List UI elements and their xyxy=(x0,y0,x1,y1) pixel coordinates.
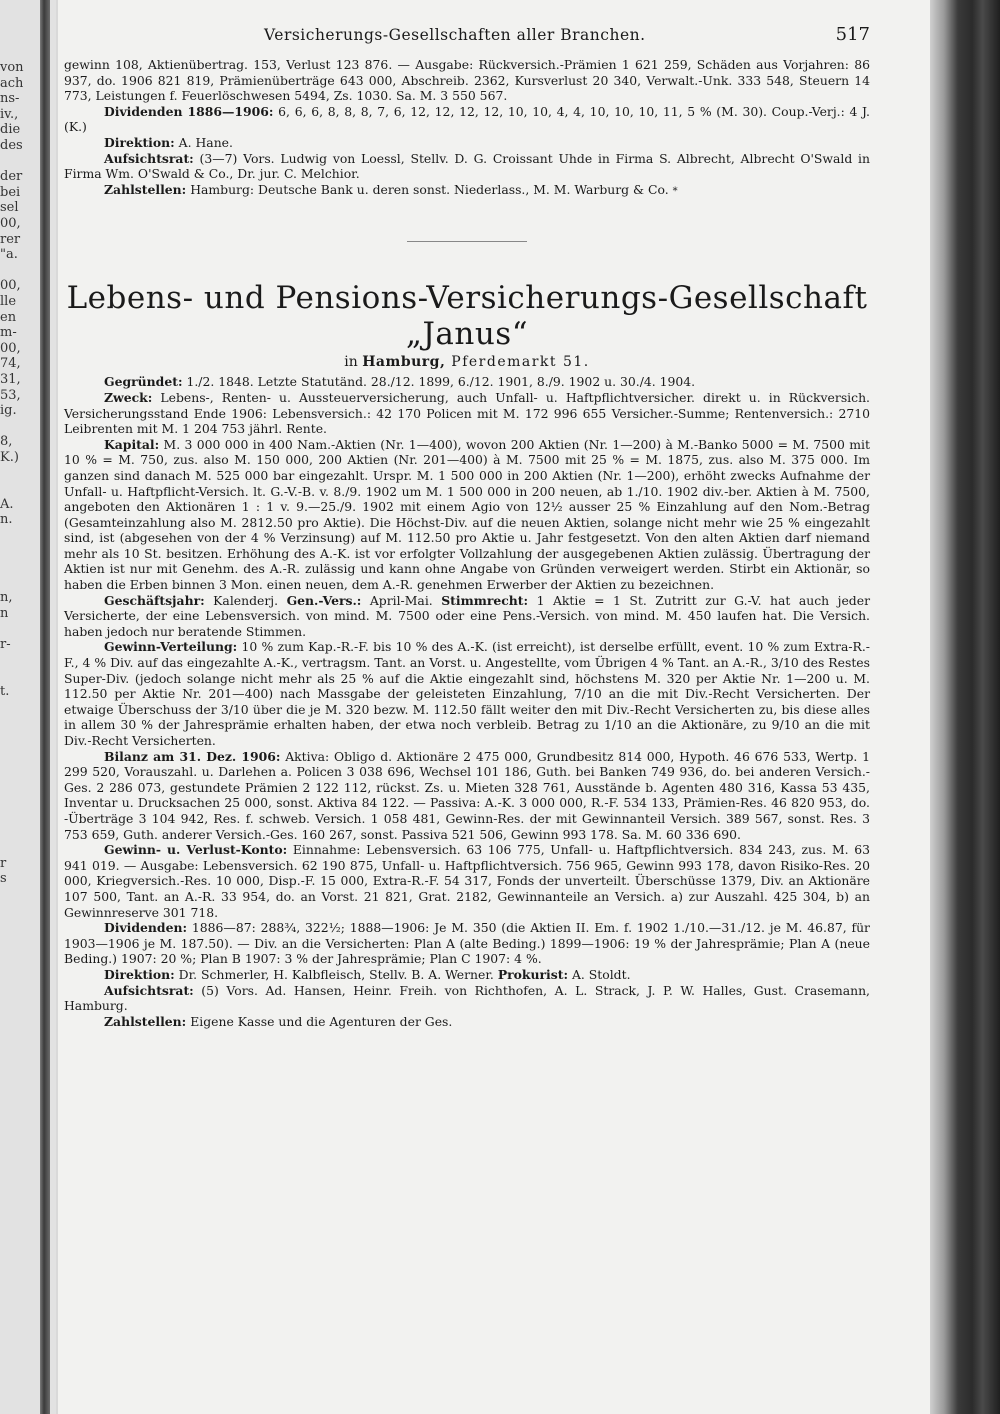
margin-fragment: lle xyxy=(0,294,17,309)
document-page xyxy=(58,0,930,1414)
general-meeting-label: Gen.-Vers.: xyxy=(286,592,362,608)
entry-supervisory-board xyxy=(64,983,870,1014)
entry-founded xyxy=(64,374,870,390)
company-entry xyxy=(64,374,870,1029)
entry-paying-agents xyxy=(64,1014,870,1030)
entry-purpose xyxy=(64,390,870,437)
paying-agents-text: Eigene Kasse und die Agenturen der Ges. xyxy=(186,1013,453,1029)
entry-profit-loss xyxy=(64,842,870,920)
profit-distribution-text: 10 % zum Kap.-R.-F. bis 10 % des A.-K. (ist erreicht), ist derselbe erfüllt, event. 10 % zum Extra-R.-F., 4 % Div. auf das eingezahlte A.-K., vertragsm. Tant. an Vorst. u. Angestellte, vom Übrigen 4 % Tant. an A.-R., 3/10 des Restes Super-Div. (jedoch solange nicht mehr als 25 % auf die Aktie eingezahlt sind, höchstens M. 320 per Aktie Nr. 1—200 u. M. 112.50 per Aktie Nr. 201—400) nach Massgabe der geleisteten Einzahlung, 7/10 an die mit Div.-Recht Versicherten. Der etwaige Überschuss der 3/10 über die je M. 320 bezw. M. 112.50 fällt weiter den mit Div.-Recht Versicherten zu, bis diese alles in allem 30 % der Jahresprämie erhalten haben, der etwa noch verbleib. Betrag zu 1/10 an die Aktionäre, zu 9/10 an die mit Div.-Recht Versicherten. xyxy=(64,639,870,748)
book-edge-shadow xyxy=(930,0,1000,1414)
founded-text: 1./2. 1848. Letzte Statutänd. 28./12. 1899, 6./12. 1901, 8./9. 1902 u. 30./4. 1904. xyxy=(182,374,696,390)
prev-dividends-text: 6, 6, 6, 8, 8, 8, 7, 6, 12, 12, 12, 12, 10, 10, 4, 4, 10, 10, 10, 11, 5 % (M. 30). Coup.-Verj.: 4 J. (K.) xyxy=(64,103,870,135)
margin-fragment: 00, xyxy=(0,340,21,356)
margin-fragment: der xyxy=(0,169,23,185)
margin-fragment: 00, xyxy=(0,278,21,294)
margin-fragment: m- xyxy=(0,325,17,341)
profit-loss-text: Einnahme: Lebensversich. 63 106 775, Unfall- u. Haftpflichtversich. 834 243, zus. M. 63 941 019. — Ausgabe: Lebensversich. 62 190 875, Unfall- u. Haftpflichtversich. 756 965, Gewinn 993 178, davon Risiko-Res. 20 000, Kriegversich.-Res. 10 000, Disp.-F. 15 000, Extra-R.-F. 54 317, Fonds der unverteilt. Überschüsse 1379, Div. an Aktionäre 107 500, Tant. an A.-R. 33 954, do. an Vorst. 21 821, Grat. 2182, Gewinnanteile an Versich. a) zur Auszahl. 425 304, b) an Gewinnreserve 301 718. xyxy=(64,842,871,920)
dividends-label: Dividenden: xyxy=(104,920,188,936)
margin-fragment: iv., xyxy=(0,106,19,122)
prev-dividends-label: Dividenden 1886—1906: xyxy=(104,103,274,119)
entry-direction xyxy=(64,967,870,983)
running-head-title: Versicherungs-Gesellschaften aller Branchen. xyxy=(264,26,646,44)
margin-fragment: 74, xyxy=(0,356,21,372)
margin-fragment: K.) xyxy=(0,450,19,465)
margin-fragment: 8, xyxy=(0,434,13,450)
previous-entry-continuation xyxy=(64,57,870,199)
prev-text: gewinn 108, Aktienübertrag. 153, Verlust 123 876. — Ausgabe: Rückversich.-Prämien 1 621 259, Schäden aus Vorjahren: 86 937, do. 1906 821 819, Prämienüberträge 643 000, Abschreib. 2362, Kursverlust 20 340, Verwalt.-Unk. 333 548, Steuern 14 773, Leistungen f. Feuerlöschwesen 5494, Zs. 1030. Sa. M. 3 550 567. xyxy=(64,57,870,104)
founded-label: Gegründet: xyxy=(104,374,183,390)
profit-loss-label: Gewinn- u. Verlust-Konto: xyxy=(104,842,288,858)
prev-paying-agents xyxy=(64,182,870,200)
page-number: 517 xyxy=(835,24,870,45)
company-location xyxy=(64,354,870,370)
margin-fragment: r xyxy=(0,855,7,871)
voting-right-text: 1 Aktie = 1 St. Zutritt zur G.-V. hat auch jeder Versicherte, der eine Lebensversich. von mind. M. 7500 oder eine Pens.-Versich. von mind. M. 450 laufen hat. Die Versich. haben jedoch nur beratende Stimmen. xyxy=(64,592,870,639)
entry-profit-distribution xyxy=(64,639,870,748)
dividends-text: 1886—87: 288¾, 322½; 1888—1906: Je M. 350 (die Aktien II. Em. f. 1902 1./10.—31./12. je M. 46.87, für 1903—1906 je M. 187.50). — Div. an die Versicherten: Plan A (alte Beding.) 1899—1906: 19 % der Jahresprämie; Plan A (neue Beding.) 1907: 20 %; Plan B 1907: 3 % der Jahresprämie; Plan C 1907: 4 %. xyxy=(64,920,870,967)
prev-direction-label: Direktion: xyxy=(104,134,175,150)
entry-balance-sheet xyxy=(64,749,870,843)
balance-sheet-label: Bilanz am 31. Dez. 1906: xyxy=(104,748,281,764)
prev-direction xyxy=(64,135,870,151)
margin-fragment: s xyxy=(0,871,7,887)
book-spine xyxy=(40,0,50,1414)
entry-dividends xyxy=(64,920,870,967)
margin-fragment: von xyxy=(0,60,24,75)
margin-fragment: ig. xyxy=(0,403,17,419)
margin-fragment: 00, xyxy=(0,216,21,231)
prev-supervisory-text: (3—7) Vors. Ludwig von Loessl, Stellv. D. G. Croissant Uhde in Firma S. Albrecht, Albrecht O'Swald in Firma Wm. O'Swald & Co., Dr. jur. C. Melchior. xyxy=(64,150,870,182)
paying-agents-label: Zahlstellen: xyxy=(104,1013,187,1029)
location-city: Hamburg, xyxy=(362,354,446,371)
margin-fragment: bei xyxy=(0,184,21,200)
direction-text: Dr. Schmerler, H. Kalbfleisch, Stellv. B. A. Werner. xyxy=(174,966,498,982)
margin-fragment: en xyxy=(0,309,17,325)
prev-supervisory-label: Aufsichtsrat: xyxy=(104,150,194,166)
profit-distribution-label: Gewinn-Verteilung: xyxy=(104,639,238,655)
direction-label: Direktion: xyxy=(104,966,175,982)
prev-paying-agents-text: Hamburg: Deutsche Bank u. deren sonst. Niederlass., M. M. Warburg & Co. xyxy=(186,181,669,197)
prev-supervisory-board xyxy=(64,151,870,182)
margin-fragment: n xyxy=(0,606,9,621)
margin-fragment: n, xyxy=(0,590,13,606)
location-address: Pferdemarkt 51. xyxy=(445,354,590,371)
prev-direction-text: A. Hane. xyxy=(174,134,233,150)
entry-capital xyxy=(64,437,870,593)
business-year-text: Kalenderj. xyxy=(204,592,287,608)
facing-page-margin xyxy=(0,0,56,1414)
margin-fragment: die xyxy=(0,122,21,138)
asterisk-mark: * xyxy=(672,185,678,197)
margin-fragment: ns- xyxy=(0,91,20,107)
capital-label: Kapital: xyxy=(104,436,160,452)
general-meeting-text: April-Mai. xyxy=(361,592,442,608)
margin-fragment: rer xyxy=(0,231,21,247)
margin-fragment: ach xyxy=(0,75,24,91)
balance-sheet-text: Aktiva: Obligo d. Aktionäre 2 475 000, Grundbesitz 814 000, Hypoth. 46 676 533, Wertp. 1 299 520, Vorauszahl. u. Darlehen a. Policen 3 038 696, Wechsel 101 186, Guth. bei Banken 749 936, do. bei anderen Versich.-Ges. 2 286 073, gestundete Prämien 2 122 112, rückst. Zs. u. Mieten 328 761, Ausstände b. Agenten 480 316, Kassa 53 435, Inventar u. Drucksachen 25 000, sonst. Aktiva 84 122. — Passiva: A.-K. 3 000 000, R.-F. 534 133, Prämien-Res. 46 820 953, do. -Überträge 3 104 942, Res. f. schweb. Versich. 1 058 481, Gewinn-Res. der mit Gewinnanteil Versich. 389 567, sonst. Res. 3 753 659, Guth. anderer Versich.-Ges. 160 267, sonst. Passiva 521 506, Gewinn 993 178. Sa. M. 60 336 690. xyxy=(64,748,871,842)
company-heading: Lebens- und Pensions-Versicherungs-Gesellschaft „Janus“ xyxy=(66,280,868,353)
entry-business-year xyxy=(64,593,870,640)
prev-paying-agents-label: Zahlstellen: xyxy=(104,181,187,197)
margin-fragment: "a. xyxy=(0,247,18,263)
voting-right-label: Stimmrecht: xyxy=(441,592,529,608)
margin-fragment: t. xyxy=(0,684,10,699)
running-head xyxy=(64,24,870,45)
section-divider xyxy=(407,241,527,242)
purpose-label: Zweck: xyxy=(104,389,153,405)
purpose-text: Lebens-, Renten- u. Aussteuerversicherung, auch Unfall- u. Haftpflichtversicher. direkt u. in Rückversich. Versicherungsstand Ende 1906: Lebensversich.: 42 170 Policen mit M. 172 996 655 Versicher.-Summe; Rentenversich.: 2710 Leibrenten mit M. 1 204 753 jährl. Rente. xyxy=(64,389,870,437)
location-prefix: in xyxy=(344,354,363,371)
business-year-label: Geschäftsjahr: xyxy=(104,592,205,608)
prev-dividends xyxy=(64,104,870,135)
prokurist-text: A. Stoldt. xyxy=(568,966,631,982)
supervisory-text: (5) Vors. Ad. Hansen, Heinr. Freih. von Richthofen, A. L. Strack, J. P. W. Halles, Gust. Crasemann, Hamburg. xyxy=(64,982,870,1014)
supervisory-label: Aufsichtsrat: xyxy=(104,982,194,998)
margin-fragment: A. xyxy=(0,496,14,512)
margin-fragment: sel xyxy=(0,200,19,216)
page-content xyxy=(64,24,870,1029)
margin-fragment: 53, xyxy=(0,387,21,403)
margin-fragment: 31, xyxy=(0,372,21,387)
margin-fragment: n. xyxy=(0,512,13,528)
margin-fragment: r- xyxy=(0,637,11,653)
prokurist-label: Prokurist: xyxy=(497,966,569,982)
capital-text: M. 3 000 000 in 400 Nam.-Aktien (Nr. 1—400), wovon 200 Aktien (Nr. 1—200) à M.-Banko 5000 = M. 7500 mit 10 % = M. 750, zus. also M. 150 000, 200 Aktien (Nr. 201—400) à M. 7500 mit 25 % = M. 1875, zus. also M. 375 000. Im ganzen sind danach M. 525 000 bar eingezahlt. Urspr. M. 1 500 000 in 200 Aktien (Nr. 1—200), erhöht zwecks Aufnahme der Unfall- u. Haftpflicht-Versich. lt. G.-V.-B. v. 8./9. 1902 um M. 1 500 000 in 200 neuen, ab 1./10. 1902 div.-ber. Aktien à M. 7500, angeboten den Aktionären 1 : 1 v. 9.—25./9. 1902 mit einem Agio von 12½ ausser 25 % Einzahlung auf den Nom.-Betrag (Gesamteinzahlung also M. 2812.50 pro Aktie). Die Höchst-Div. auf die neuen Aktien, solange nicht mehr wie 25 % eingezahlt sind, ist (abgesehen von der 4 % Verzinsung) auf M. 112.50 pro Aktie u. Jahr festgesetzt. Von den alten Aktien darf niemand mehr als 10 St. besitzen. Erhöhung des A.-K. ist vor erfolgter Vollzahlung der ausgegebenen Aktien zulässig. Übertragung der Aktien ist nur mit Genehm. des A.-R. zulässig und kann ohne Angabe von Gründen verweigert werden. Stirbt ein Aktionär, so haben die Erben binnen 3 Mon. einen neuen, dem A.-R. genehmen Erwerber der Aktien zu bezeichnen. xyxy=(64,436,870,593)
margin-fragment: des xyxy=(0,138,23,153)
